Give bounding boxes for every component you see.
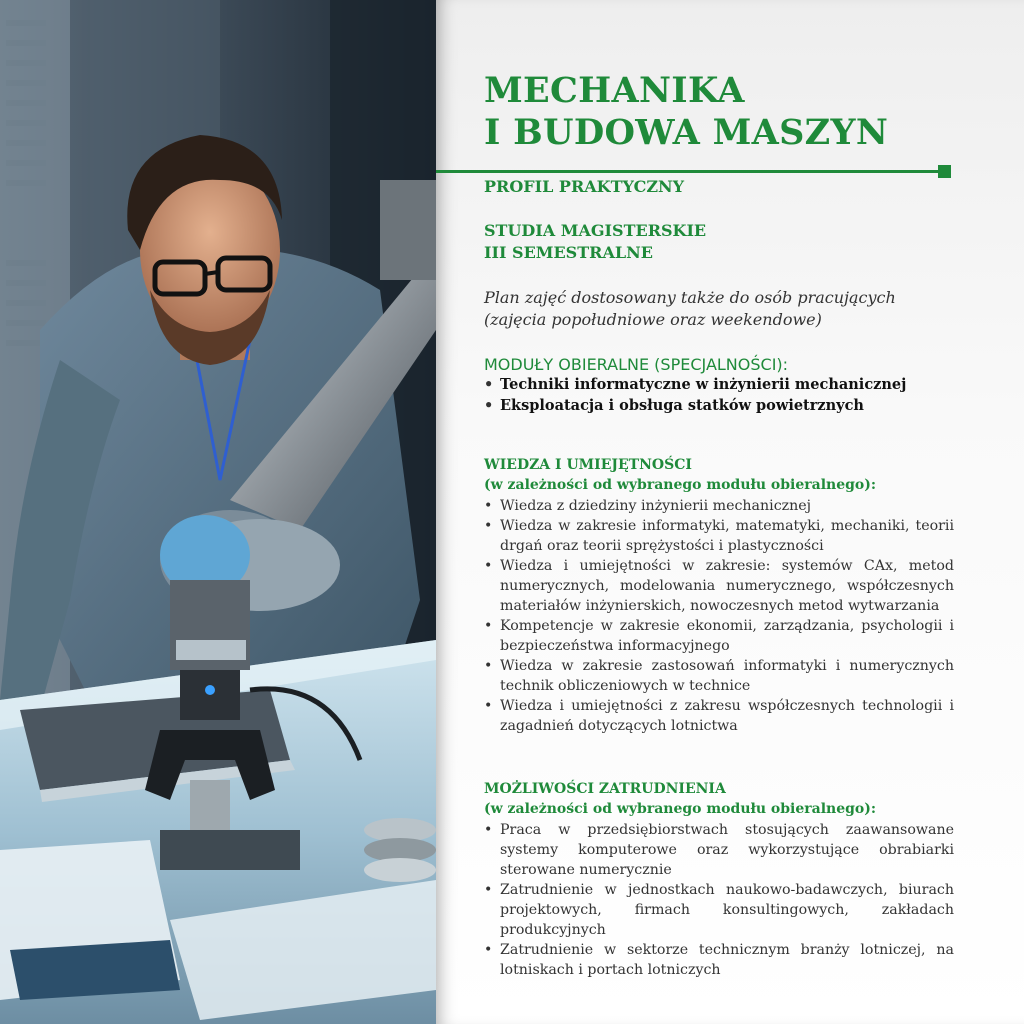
schedule-note (484, 287, 964, 331)
modules-heading: MODUŁY OBIERALNE (SPECJALNOŚCI): (484, 355, 789, 374)
list-item: • Eksploatacja i obsługa statków powietrznych (484, 395, 964, 416)
list-item: • Wiedza i umiejętności z zakresu współczesnych technologii i zagadnień dotyczących lotnictwa (484, 696, 954, 736)
title-divider-square (938, 165, 951, 178)
knowledge-subheading: (w zależności od wybranego modułu obieralnego): (484, 477, 877, 493)
list-item: • Wiedza w zakresie informatyki, matematyki, mechaniki, teorii drgań oraz teorii sprężystości i plastyczności (484, 516, 954, 556)
studies-line-2: III SEMESTRALNE (484, 243, 653, 262)
knowledge-list (484, 496, 954, 736)
employment-list (484, 820, 954, 980)
list-item: • Kompetencje w zakresie ekonomii, zarządzania, psychologii i bezpieczeństwa informacyjnego (484, 616, 954, 656)
photo-illustration (0, 0, 436, 1024)
employment-subheading: (w zależności od wybranego modułu obieralnego): (484, 801, 877, 817)
list-item: • Zatrudnienie w jednostkach naukowo-badawczych, biurach projektowych, firmach konsultingowych, zakładach produkcyjnych (484, 880, 954, 940)
studies-line-1: STUDIA MAGISTERSKIE (484, 221, 707, 240)
title-divider (436, 170, 940, 173)
employment-heading: MOŻLIWOŚCI ZATRUDNIENIA (484, 781, 726, 797)
engineer-robot-arm-photo (0, 0, 436, 1024)
studies-label (484, 220, 706, 264)
list-item: • Wiedza w zakresie zastosowań informatyki i numerycznych technik obliczeniowych w technice (484, 656, 954, 696)
list-item: • Techniki informatyczne w inżynierii mechanicznej (484, 374, 964, 395)
knowledge-heading: WIEDZA I UMIEJĘTNOŚCI (484, 457, 692, 473)
page-title (484, 70, 888, 154)
schedule-note-line-1: Plan zajęć dostosowany także do osób pracujących (484, 288, 896, 307)
title-line-1: MECHANIKA (484, 70, 745, 111)
program-info-panel (436, 0, 1024, 1024)
profile-label: PROFIL PRAKTYCZNY (484, 177, 685, 196)
list-item: • Wiedza i umiejętności w zakresie: systemów CAx, metod numerycznych, modelowania numerycznego, współczesnych materiałów inżynierskich, nowoczesnych metod wytwarzania (484, 556, 954, 616)
title-line-2: I BUDOWA MASZYN (484, 112, 889, 153)
modules-list (484, 374, 964, 416)
schedule-note-line-2: (zajęcia popołudniowe oraz weekendowe) (484, 310, 822, 329)
list-item: • Praca w przedsiębiorstwach stosujących zaawansowane systemy komputerowe oraz wykorzystujące obrabiarki sterowane numerycznie (484, 820, 954, 880)
list-item: • Wiedza z dziedziny inżynierii mechanicznej (484, 496, 954, 516)
list-item: • Zatrudnienie w sektorze technicznym branży lotniczej, na lotniskach i portach lotniczych (484, 940, 954, 980)
